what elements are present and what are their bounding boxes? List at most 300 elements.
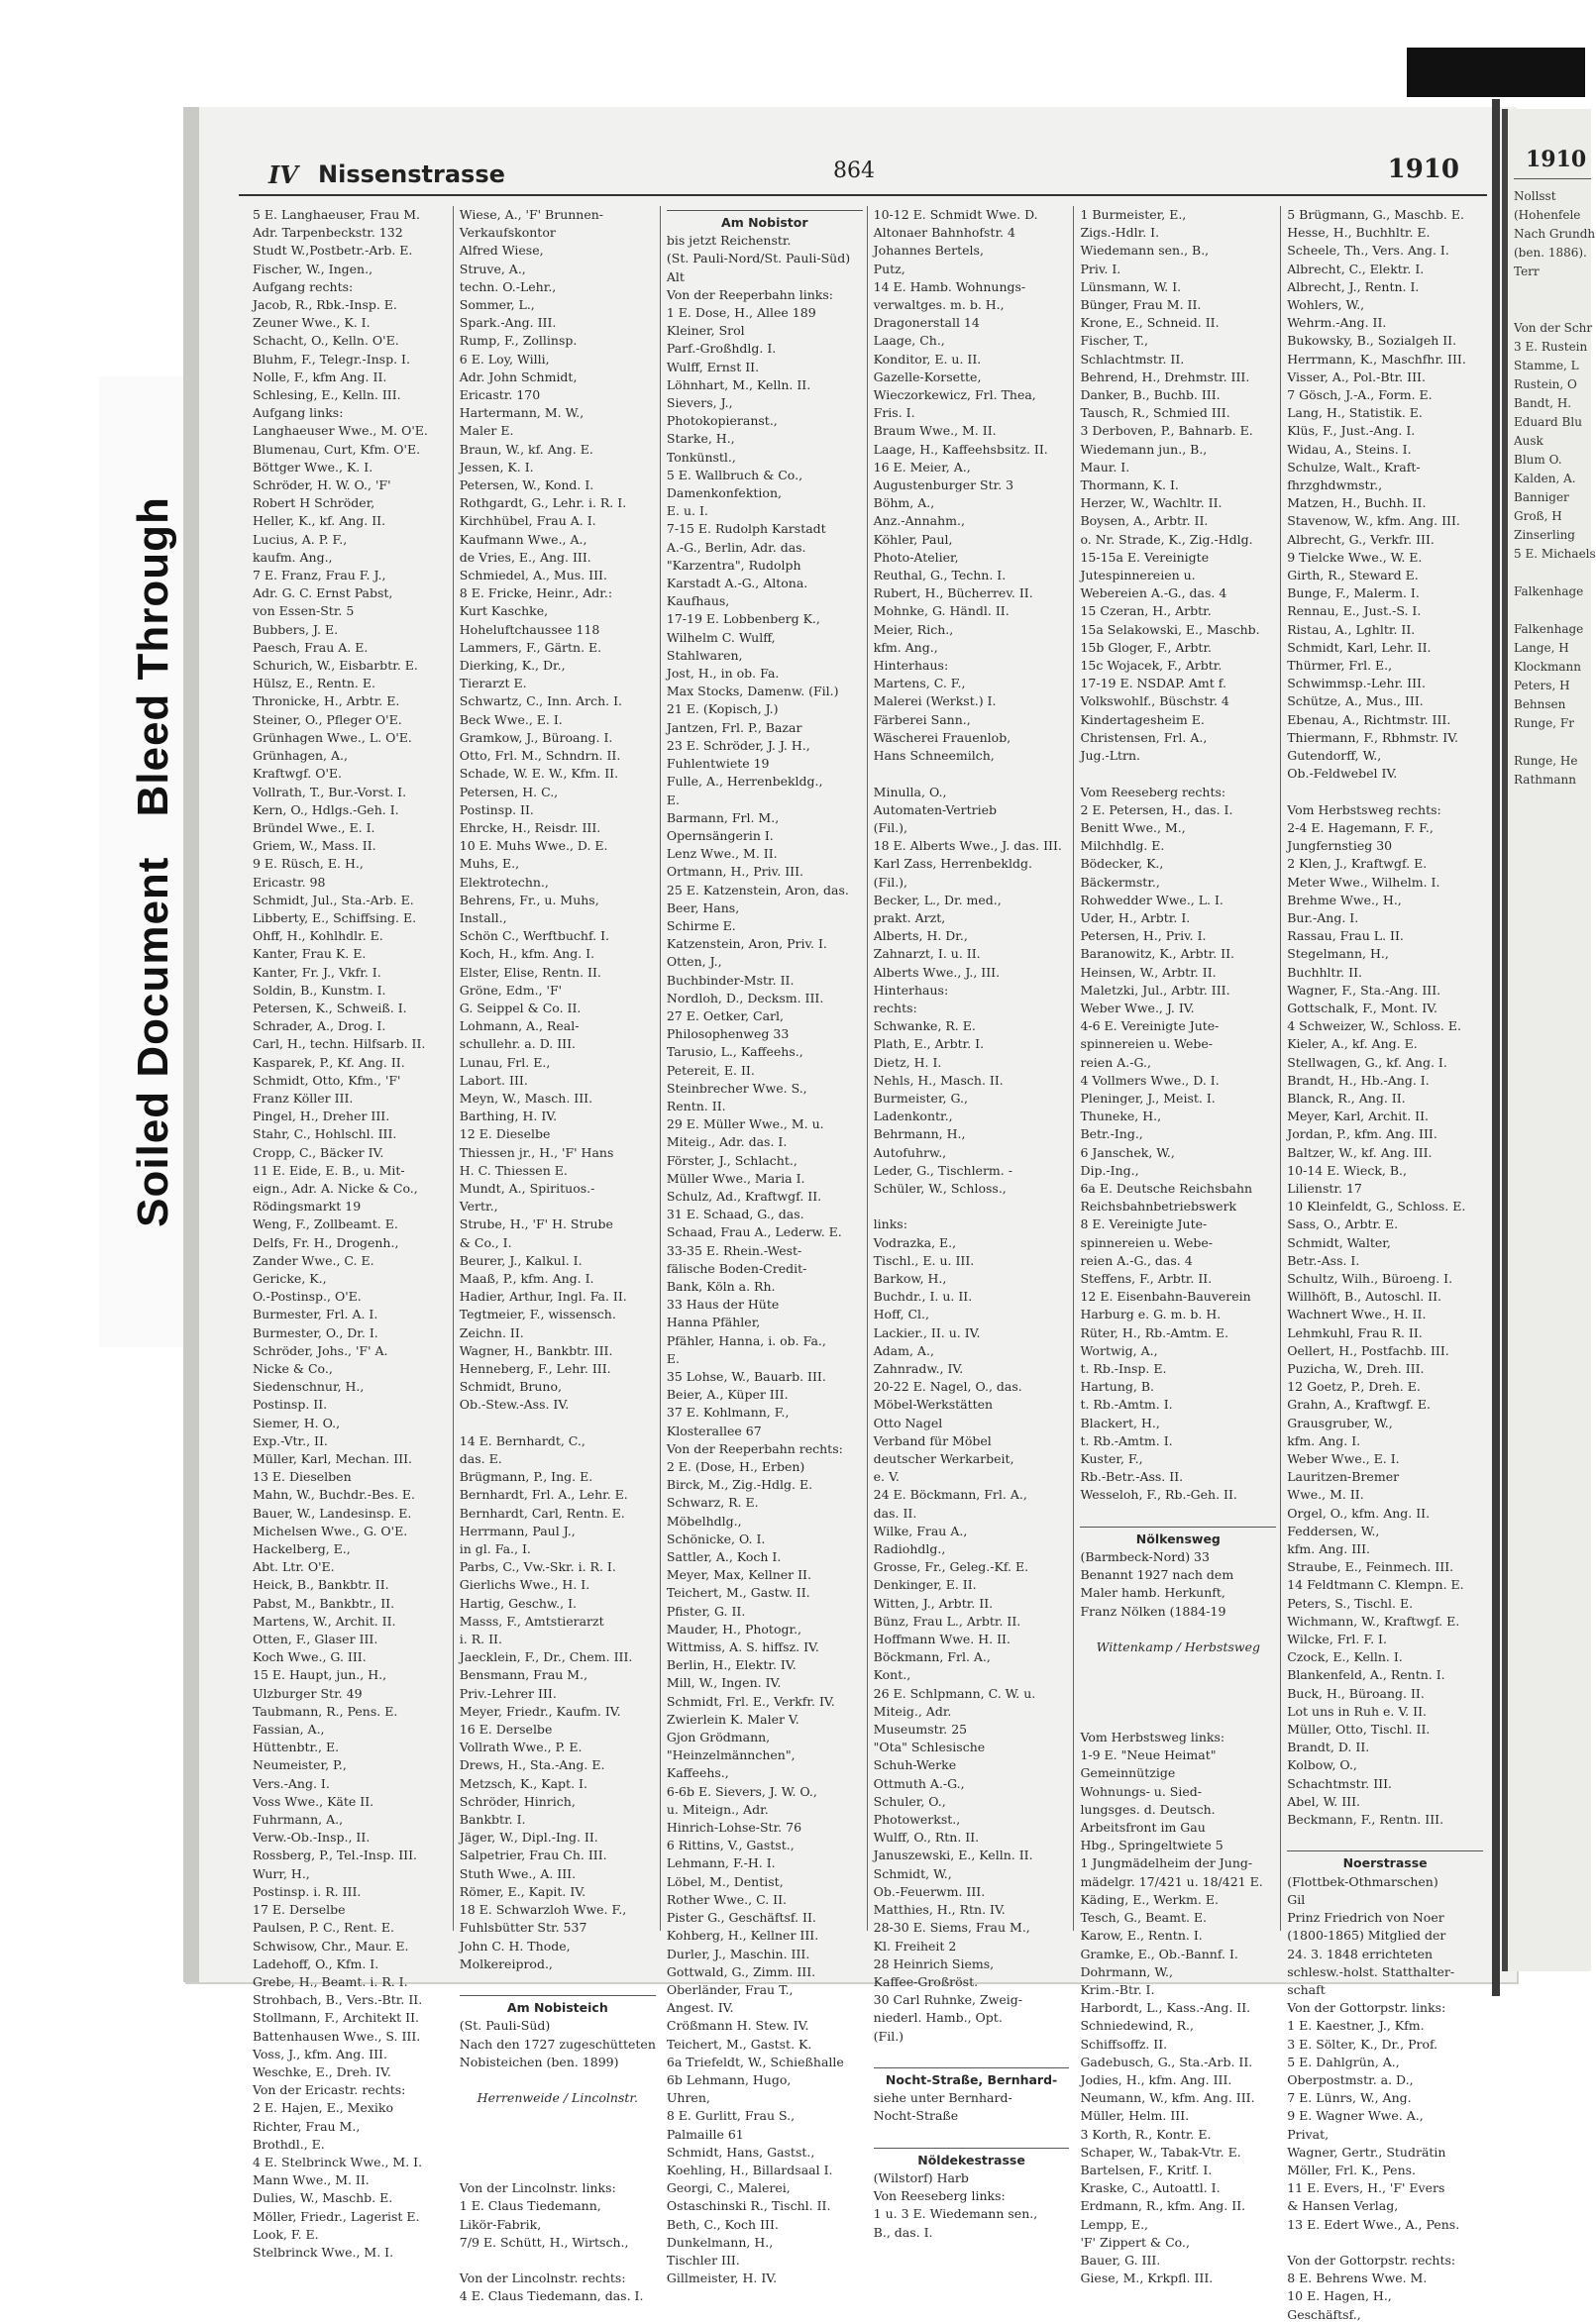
directory-entry: Wurr, H., [253,1865,310,1881]
directory-entry: Blanck, R., Ang. II. [1287,1090,1406,1106]
directory-entry: Kindertagesheim E. [1080,711,1205,727]
directory-entry: Tausch, R., Schmied III. [1080,405,1230,421]
directory-entry: 7 E. Franz, Frau F. J., [253,568,386,583]
directory-entry: Lünsmann, W. I. [1080,278,1182,294]
directory-entry: Ob.-Stew.-Ass. IV. [459,1397,570,1413]
directory-entry: reien A.-G., das. 4 [1080,1252,1193,1268]
directory-entry: Masss, F., Amtstierarzt [459,1613,604,1629]
directory-entry: Bünz, Frau L., Arbtr. II. [873,1613,1021,1629]
directory-entry: Philosophenweg 33 [666,1026,790,1042]
directory-entry: & Hansen Verlag, [1287,2198,1399,2214]
directory-entry: Dietz, H. I. [873,1054,942,1070]
directory-entry: 4 E. Stelbrinck Wwe., M. I. [253,2154,423,2169]
directory-entry: Stahr, C., Hohlschl. III. [253,1126,397,1142]
directory-entry: Rödingsmarkt 19 [253,1199,362,1215]
directory-entry: e. V. [873,1469,900,1485]
directory-entry: E. u. I. [666,503,708,519]
directory-entry: Harbordt, L., Kass.-Ang. II. [1080,2000,1251,2016]
directory-entry: Burmester, O., Dr. I. [253,1324,378,1340]
directory-entry: reien A.-G., [1080,1054,1151,1070]
next-page-entry [1514,281,1591,300]
directory-entry: in gl. Fa., I. [459,1541,531,1557]
next-page-entry: Stamme, L [1514,359,1579,372]
directory-entry: 15a Selakowski, E., Maschb. [1080,621,1260,637]
directory-entry: Nocht-Straße [873,2108,959,2124]
street-heading: Am Nobistor [667,210,863,232]
directory-entry: u. Miteign., Adr. [666,1801,769,1817]
directory-entry: 8 E. Vereinigte Jute- [1080,1216,1208,1232]
directory-entry: Bartelsen, F., Kritf. I. [1080,2162,1213,2177]
directory-entry: Bankbtr. I. [459,1812,526,1828]
directory-entry: Christensen, Frl. A., [1080,729,1208,745]
directory-entry: Heinsen, W., Arbtr. II. [1080,964,1217,980]
directory-entry: Lohmann, A., Real- [459,1018,580,1034]
directory-entry: Voss Wwe., Käte II. [253,1793,374,1809]
directory-entry: 14 E. Bernhardt, C., [459,1432,585,1448]
directory-entry: Kasparek, P., Kf. Ang. II. [253,1054,405,1070]
directory-entry: Bernhardt, Carl, Rentn. E. [459,1505,625,1521]
directory-entry: Kohberg, H., Kellner III. [666,1928,819,1944]
directory-entry: Bur.-Ang. I. [1287,909,1359,925]
directory-entry: Boysen, A., Arbtr. II. [1080,513,1209,529]
directory-entry: Stegelmann, H., [1287,946,1389,962]
directory-entry [1080,1656,1276,1674]
directory-entry: Neumann, W., kfm. Ang. III. [1080,2090,1255,2106]
directory-entry: Gazelle-Korsette, [873,369,982,384]
directory-entry: Thuneke, H., [1080,1109,1162,1124]
directory-entry: Koch, H., kfm. Ang. I. [459,946,595,962]
directory-entry: Vollrath, T., Bur.-Vorst. I. [253,784,407,799]
directory-entry: Struve, A., [459,261,526,276]
directory-entry: 5 Brügmann, G., Maschb. E. [1287,207,1464,222]
directory-entry [1080,1693,1276,1711]
directory-entry [1287,2234,1483,2252]
directory-entry: Bernhardt, Frl. A., Lehr. E. [459,1487,628,1503]
directory-entry: Färberei Sann., [873,711,971,727]
directory-entry: Lempp, E., [1080,2216,1149,2232]
directory-entry: Wohnungs- u. Sied- [1080,1783,1202,1799]
directory-entry: Hanna Pfähler, [666,1315,761,1330]
directory-entry: Bauer, G. III. [1080,2252,1161,2268]
directory-entry: Alberts, H. Dr., [873,928,968,944]
next-page-lines [1508,206,1596,790]
directory-entry: Mann Wwe., M. II. [253,2172,370,2188]
directory-entry: 18 E. Schwarzloh Wwe. F., [459,1902,627,1918]
directory-entry: Beer, Hans, [666,899,740,915]
directory-entry: das. II. [873,1505,917,1521]
directory-entry: Pingel, H., Dreher III. [253,1109,390,1124]
directory-entry: fhrzghdwmstr., [1287,477,1383,493]
directory-entry: Alfred Wiese, [459,243,544,259]
directory-entry: Nobisteichen (ben. 1899) [459,2054,619,2069]
directory-entry: Rennau, E., Just.-S. I. [1287,603,1422,619]
directory-entry: Maur. I. [1080,459,1130,475]
directory-entry: Schlesing, E., Kelln. III. [253,387,401,403]
directory-entry: eign., Adr. A. Nicke & Co., [253,1180,418,1196]
directory-entry: Brothdl., E. [253,2136,325,2152]
directory-entry: Schmiedel, A., Mus. III. [459,568,607,583]
directory-entry: Schuh-Werke [873,1757,957,1773]
directory-entry: Zeuner Wwe., K. I. [253,315,371,331]
directory-entry: 14 E. Hamb. Wohnungs- [873,278,1026,294]
directory-entry: Wäscherei Frauenlob, [873,729,1011,745]
directory-entry: Kurt Kaschke, [459,603,549,619]
directory-entry: Zahnarzt, I. u. II. [873,946,981,962]
directory-entry: 23 E. Schröder, J. J. H., [666,737,810,753]
directory-entry: Uhren, [666,2090,710,2106]
directory-entry: Berlin, H., Elektr. IV. [666,1657,797,1673]
directory-entry: Priv. I. [1080,261,1121,276]
directory-entry: Koch Wwe., G. III. [253,1649,367,1665]
directory-entry: Klüs, F., Just.-Ang. I. [1287,423,1416,439]
directory-entry: Vollrath Wwe., P. E. [459,1740,583,1755]
directory-entry: bis jetzt Reichenstr. [666,233,792,249]
directory-entry: Gröne, Edm., 'F' [459,982,563,998]
directory-entry: 4-6 E. Vereinigte Jute- [1080,1018,1220,1034]
directory-entry: Siemer, H. O., [253,1415,341,1430]
directory-entry: Barkow, H., [873,1270,947,1286]
directory-entry: Kanter, Frau K. E. [253,946,367,962]
directory-entry: Buchbinder-Mstr. II. [666,972,795,988]
directory-entry: Schaper, W., Tabak-Vtr. E. [1080,2144,1241,2160]
directory-entry: Ristau, A., Lghltr. II. [1287,621,1416,637]
directory-entry: Behrmann, H., [873,1126,966,1142]
directory-entry: E. [666,1350,680,1366]
directory-entry: Prinz Friedrich von Noer [1287,1910,1444,1926]
directory-entry: Battenhausen Wwe., S. III. [253,2028,421,2044]
directory-entry: Braun, W., kf. Ang. E. [459,441,593,457]
directory-entry: Crößmann H. Stew. IV. [666,2018,809,2034]
directory-entry: Teichert, M., Gastw. II. [666,1585,810,1601]
directory-entry: Behrens, Fr., u. Muhs, [459,892,599,907]
directory-entry: Rother Wwe., C. II. [666,1891,788,1907]
directory-entry: Rassau, Frau L. II. [1287,928,1404,944]
directory-entry: 7/9 E. Schütt, H., Wirtsch., [459,2234,629,2250]
directory-entry: Photowerkst., [873,1812,961,1828]
directory-entry: Gottwald, G., Zimm. III. [666,1963,816,1979]
directory-entry: Becker, L., Dr. med., [873,892,1002,907]
directory-entry: Rb.-Betr.-Ass. II. [1080,1469,1184,1485]
directory-entry: Lot uns in Ruh e. V. II. [1287,1703,1428,1719]
directory-entry: Tierarzt E. [459,676,527,691]
directory-entry: Postinsp. II. [253,1397,328,1413]
directory-entry: Gericke, K., [253,1270,327,1286]
directory-entry: Wesseloh, F., Rb.-Geh. II. [1080,1487,1237,1503]
next-page-entry: Rathmann [1514,773,1577,787]
directory-entry: Volkswohlf., Büschstr. 4 [1080,693,1229,709]
directory-entry: A.-G., Berlin, Adr. das. [666,539,806,555]
directory-entry: 20-22 E. Nagel, O., das. [873,1379,1022,1395]
directory-entry: Stuth Wwe., A. III. [459,1865,577,1881]
directory-entry: deutscher Werkarbeit, [873,1451,1014,1467]
directory-entry: Griem, W., Mass. II. [253,838,376,854]
directory-entry: Ohff, H., Kohlhdlr. E. [253,928,383,944]
directory-entry: Schwisow, Chr., Maur. E. [253,1938,409,1954]
directory-entry: Augustenburger Str. 3 [873,477,1014,493]
directory-entry: Neumeister, P., [253,1757,347,1773]
next-page-entry: (Hohenfele [1514,208,1581,222]
directory-entry: Matzen, H., Buchh. II. [1287,495,1427,511]
directory-entry: Konditor, E. u. II. [873,351,982,367]
directory-entry: Klosterallee 67 [666,1423,762,1438]
directory-entry: Baranowitz, K., Arbtr. II. [1080,946,1235,962]
directory-entry: 6b Lehmann, Hugo, [666,2071,792,2087]
directory-entry: Birck, M., Zig.-Hdlg. E. [666,1477,813,1493]
directory-entry: 17 E. Derselbe [253,1902,346,1918]
directory-entry: Bünger, Frau M. II. [1080,297,1202,313]
directory-entry: 2-4 E. Hagemann, F. F., [1287,819,1434,835]
directory-entry: Putz, [873,261,905,276]
next-page-entry: Rustein, O [1514,377,1577,391]
directory-entry: Heick, B., Bankbtr. II. [253,1577,389,1593]
directory-entry: Dunkelmann, H., [666,2234,774,2250]
directory-entry: Lenz Wwe., M. II. [666,846,778,862]
directory-entry: Kanter, Fr. J., Vkfr. I. [253,964,381,980]
directory-entry: "Ota" Schlesische [873,1740,986,1755]
directory-entry: Braum Wwe., M. II. [873,423,997,439]
directory-entry: Photo-Atelier, [873,549,959,565]
directory-entry: kfm. Ang., [873,639,938,655]
directory-entry: Cropp, C., Bäcker IV. [253,1144,384,1160]
directory-entry: Damenkonfektion, [666,485,782,501]
directory-entry: Karl Zass, Herrenbekldg. [873,856,1032,872]
directory-entry: Schacht, O., Kelln. O'E. [253,333,399,349]
directory-entry: Otten, J., [666,954,722,970]
directory-entry: Stellwagen, G., kf. Ang. I. [1287,1054,1447,1070]
directory-entry: Wilcke, Frl. F. I. [1287,1632,1387,1647]
directory-entry: 10-14 E. Wieck, B., [1287,1162,1407,1178]
directory-entry: Schultz, Wilh., Büroeng. I. [1287,1270,1453,1286]
directory-entry: Thiermann, F., Rbhmstr. IV. [1287,729,1459,745]
next-page-year: 1910 [1526,147,1587,172]
directory-entry: 15-15a E. Vereinigte [1080,549,1210,565]
directory-entry: Schüler, W., Schloss., [873,1180,1007,1196]
directory-entry: Grebe, H., Beamt. i. R. I. [253,1973,408,1989]
directory-entry: Parf.-Großhdlg. I. [666,341,777,357]
directory-entry: Carl, H., techn. Hilfsarb. II. [253,1036,426,1052]
directory-entry: 33 Haus der Hüte [666,1297,780,1313]
directory-entry: Hartung, B. [1080,1379,1154,1395]
directory-entry: Martens, W., Archit. II. [253,1613,396,1629]
directory-entry: 1 u. 3 E. Wiedemann sen., [873,2206,1038,2222]
directory-entry: 2 Klen, J., Kraftwgf. E. [1287,856,1428,872]
directory-entry: Elektrotechn., [459,874,549,890]
directory-entry: Kern, O., Hdlgs.-Geh. I. [253,801,399,817]
directory-entry [1080,1711,1276,1729]
directory-entry: schaft [1287,1981,1326,1997]
directory-entry: Maler hamb. Herkunft, [1080,1585,1225,1601]
directory-entry: Opernsängerin I. [666,827,774,843]
directory-entry: 17-19 E. NSDAP. Amt f. [1080,676,1226,691]
directory-entry: Malerei (Werkst.) I. [873,693,997,709]
directory-entry: Robert H Schröder, [253,495,375,511]
directory-entry: Sass, O., Arbtr. E. [1287,1216,1399,1232]
directory-entry: 5 E. Wallbruch & Co., [666,467,803,482]
directory-entry: Hinterhaus: [873,982,949,998]
directory-entry: Bunge, F., Malerm. I. [1287,585,1420,601]
directory-entry: 17-19 E. Lobbenberg K., [666,611,820,627]
directory-entry: spinnereien u. Webe- [1080,1234,1213,1250]
directory-entry: de Vries, E., Ang. III. [459,549,591,565]
directory-entry: Dragonerstall 14 [873,315,980,331]
next-page-entry: Groß, H [1514,509,1562,523]
directory-entry: Gramkow, J., Büroang. I. [459,729,613,745]
directory-entry: Angest. IV. [666,2000,734,2016]
directory-entry: Fischer, T., [1080,333,1148,349]
directory-entry: Hinrich-Lohse-Str. 76 [666,1820,802,1836]
directory-entry [460,2144,656,2162]
directory-entry: Metzsch, K., Kapt. I. [459,1775,587,1791]
directory-entry: Zander Wwe., C. E. [253,1252,374,1268]
directory-entry: Petereit, E. II. [666,1062,755,1078]
directory-entry: Rentn. II. [666,1098,726,1113]
directory-entry: Adr. G. C. Ernst Pabst, [253,585,393,601]
directory-entry [874,1198,1070,1215]
directory-entry: Laage, Ch., [873,333,945,349]
directory-entry: Kolbow, O., [1287,1757,1357,1773]
directory-entry: Hoff, Cl., [873,1307,929,1322]
directory-entry: 16 E. Meier, A., [873,459,971,475]
directory-entry: Ladehoff, O., Kfm. I. [253,1955,379,1971]
next-page-entry: Kalden, A. [1514,472,1576,485]
directory-entry: Kraske, C., Autoattl. I. [1080,2180,1221,2196]
directory-entry: Vers.-Ang. I. [253,1775,330,1791]
directory-entry: 10 Kleinfeldt, G., Schloss. E. [1287,1199,1466,1215]
directory-entry: Gil [1287,1891,1306,1907]
directory-entry: Gemeinnützige [1080,1765,1176,1781]
directory-entry: Matthies, H., Rtn. IV. [873,1902,1006,1918]
directory-entry: Gillmeister, H. IV. [666,2271,778,2286]
directory-entry: Alberts Wwe., J., III. [873,964,1001,980]
directory-entry: Bank, Köln a. Rh. [666,1278,776,1294]
next-page-entry: Ausk [1514,434,1543,448]
directory-entry: verwaltges. m. b. H., [873,297,1005,313]
directory-column [1074,206,1281,2286]
directory-entry: 6 Rittins, V., Gastst., [666,1838,795,1853]
directory-entry: siehe unter Bernhard- [873,2090,1012,2106]
directory-entry: Wittmiss, A. S. hiffsz. IV. [666,1639,819,1655]
directory-entry: Fris. I. [873,405,915,421]
directory-column [868,206,1075,2240]
scanned-page [183,107,1517,2322]
directory-entry: Altonaer Bahnhofstr. 4 [873,225,1015,241]
directory-entry: Möbel-Werkstätten [873,1397,994,1413]
directory-entry: Kirchhübel, Frau A. I. [459,513,596,529]
directory-entry: Von der Ericastr. rechts: [253,2082,406,2098]
directory-entry: Museumstr. 25 [873,1722,968,1738]
directory-entry [1080,1674,1276,1692]
directory-entry: 13 E. Dieselben [253,1469,352,1485]
directory-entry: Thürmer, Frl. E., [1287,658,1393,674]
directory-entry: Gierlichs Wwe., H. I. [459,1577,590,1593]
directory-entry: Install., [459,909,507,925]
directory-entry: Aufgang rechts: [253,278,354,294]
directory-entry: Exp.-Vtr., II. [253,1432,328,1448]
directory-entry: Schulz, Ad., Kraftwgf. II. [666,1188,822,1204]
directory-entry: Postinsp. II. [459,801,534,817]
directory-entry: 1 E. Dose, H., Allee 189 [666,305,816,321]
directory-entry: Kl. Freiheit 2 [873,1938,957,1954]
directory-entry: Johannes Bertels, [873,243,984,259]
directory-entry: Grünhagen Wwe., L. O'E. [253,729,412,745]
directory-entry: Januszewski, E., Kelln. II. [873,1848,1033,1863]
directory-entry: Köhler, Paul, [873,531,953,547]
directory-entry: Muhs, E., [459,856,520,872]
directory-entry: Tischler III. [666,2252,740,2268]
directory-entry: Baltzer, W., kf. Ang. III. [1287,1144,1433,1160]
directory-entry: Denkinger, E. II. [873,1577,977,1593]
directory-entry: Lehmann, F.-H. I. [666,1855,776,1871]
directory-entry: Schlachtmstr. II. [1080,351,1185,367]
directory-entry: Brehme Wwe., H., [1287,892,1402,907]
directory-entry: Oellert, H., Postfachb. III. [1287,1342,1449,1358]
directory-entry: Pfähler, Hanna, i. ob. Fa., [666,1332,826,1348]
directory-entry: 1 E. Kaestner, J., Kfm. [1287,2018,1425,2034]
directory-entry: 31 E. Schaad, G., das. [666,1207,804,1222]
directory-entry: Ob.-Feuerwm. III. [873,1883,986,1899]
directory-entry: (St. Pauli-Süd) [459,2018,551,2034]
directory-entry: Gjon Grödmann, [666,1730,771,1745]
directory-entry: Autofuhrw., [873,1144,947,1160]
directory-entry: Vom Herbstsweg rechts: [1287,801,1441,817]
directory-entry: Müller Wwe., Maria I. [666,1170,805,1186]
next-page-strip [1502,109,1596,1971]
directory-entry: Jacob, R., Rbk.-Insp. E. [253,297,397,313]
next-page-entry [1514,733,1591,752]
directory-entry: Schmidt, Frl. E., Verkfr. IV. [666,1693,835,1709]
directory-entry: "Heinzelmännchen", [666,1747,796,1763]
directory-entry: Löbel, M., Dentist, [666,1873,784,1889]
directory-entry: (Barmbeck-Nord) 33 [1080,1549,1210,1565]
margin-label-bleed: Bleed Through [129,496,177,817]
directory-entry: 26 E. Schlpmann, C. W. u. [873,1685,1036,1701]
directory-entry: Pleninger, J., Meist. I. [1080,1090,1216,1106]
directory-entry: Thormann, K. I. [1080,477,1179,493]
directory-entry: Peters, S., Tischl. E. [1287,1595,1414,1611]
directory-entry: Ericastr. 98 [253,874,326,890]
directory-entry: prakt. Arzt, [873,909,946,925]
directory-entry: 15 E. Haupt, jun., H., [253,1667,387,1683]
directory-entry: links: [873,1216,907,1232]
directory-entry: Lilienstr. 17 [1287,1180,1362,1196]
directory-entry [1080,1621,1276,1638]
directory-entry: Burmeister, G., [873,1090,968,1106]
directory-entry: Bubbers, J. E. [253,621,339,637]
next-page-entry: (ben. 1886). [1514,246,1587,260]
directory-entry: Thiessen jr., H., 'F' Hans [459,1144,614,1160]
directory-entry: Wohlers, W., [1287,297,1365,313]
directory-entry: Wiedemann jun., B., [1080,441,1208,457]
directory-entry: Milchhdlg. E. [1080,838,1165,854]
directory-entry: 12 E. Eisenbahn-Bauverein [1080,1289,1251,1305]
directory-entry: kaufm. Ang., [253,549,333,565]
directory-entry: Look, F. E. [253,2226,319,2242]
directory-entry: Girth, R., Steward E. [1287,568,1419,583]
directory-entry: Abel, W. III. [1287,1793,1360,1809]
directory-entry: 3 Korth, R., Kontr. E. [1080,2126,1212,2142]
margin-label-text [129,496,178,1227]
directory-entry: Salpetrier, Frau Ch. III. [459,1848,607,1863]
directory-entry: Meyn, W., Masch. III. [459,1090,593,1106]
directory-entry: Verkaufskontor [459,225,556,241]
directory-entry: Meyer, Max, Kellner II. [666,1567,811,1583]
directory-entry: Nehls, H., Masch. II. [873,1072,1004,1088]
directory-entry: Petersen, W., Kond. I. [459,477,594,493]
directory-entry: Grosse, Fr., Geleg.-Kf. E. [873,1559,1029,1575]
directory-entry: Blankenfeld, A., Rentn. I. [1287,1667,1445,1683]
directory-entry: 15b Gloger, F., Arbtr. [1080,639,1213,655]
directory-entry: Beier, A., Küper III. [666,1387,789,1403]
